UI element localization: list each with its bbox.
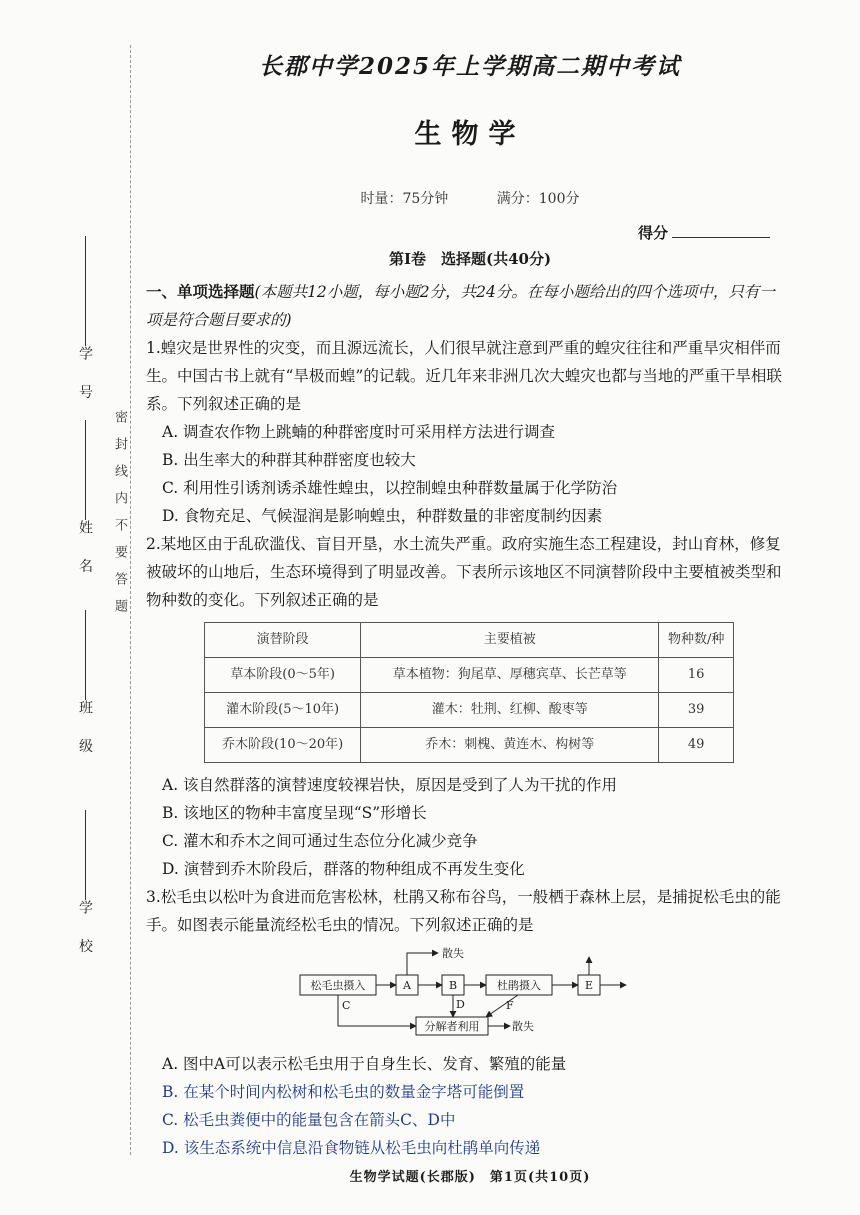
table-cell: 灌木阶段(5～10年) bbox=[205, 693, 361, 728]
question-content bbox=[146, 278, 786, 1162]
table-header-vegetation: 主要植被 bbox=[361, 623, 659, 658]
table-row bbox=[205, 728, 734, 763]
name-blank[interactable] bbox=[85, 420, 86, 520]
question-2-option-c[interactable]: C. 灌木和乔木之间可通过生态位分化减少竞争 bbox=[162, 832, 478, 850]
ingest-label: 松毛虫摄入 bbox=[310, 979, 366, 992]
e-label: E bbox=[584, 979, 594, 992]
class-label: 班 级 bbox=[77, 700, 93, 763]
loss-top-label: 散失 bbox=[442, 947, 464, 960]
question-3-option-b[interactable]: B. 在某个时间内松树和松毛虫的数量金字塔可能倒置 bbox=[162, 1083, 525, 1101]
table-cell: 灌木：牡荆、红柳、酸枣等 bbox=[361, 693, 659, 728]
decomposer-label: 分解者利用 bbox=[424, 1020, 480, 1033]
score-field[interactable] bbox=[638, 222, 770, 243]
table-row bbox=[205, 693, 734, 728]
question-1-option-d[interactable]: D. 食物充足、气候湿润是影响蝗虫，种群数量的非密度制约因素 bbox=[162, 507, 603, 525]
b-label: B bbox=[448, 979, 458, 992]
part1-instruction-text: (本题共12小题，每小题2分，共24分。在每小题给出的四个选项中，只有一项是符合题目要求的) bbox=[146, 283, 775, 329]
question-2-option-b[interactable]: B. 该地区的物种丰富度呈现“S”形增长 bbox=[162, 804, 427, 822]
table-cell: 草本植物：狗尾草、厚穗宾草、长芒草等 bbox=[361, 658, 659, 693]
question-3-option-c[interactable]: C. 松毛虫粪便中的能量包含在箭头C、D中 bbox=[162, 1111, 456, 1129]
student-id-label: 学 号 bbox=[77, 346, 93, 409]
table-cell: 草本阶段(0～5年) bbox=[205, 658, 361, 693]
subject-title: 生物学 bbox=[414, 119, 526, 150]
part1-heading: 一、单项选择题 bbox=[146, 282, 255, 301]
part1-instruction bbox=[146, 278, 786, 334]
school-label: 学 校 bbox=[77, 900, 93, 963]
question-3-option-a[interactable]: A. 图中A可以表示松毛虫用于自身生长、发育、繁殖的能量 bbox=[162, 1055, 567, 1073]
exam-title: 长郡中学2025年上学期高二期中考试 bbox=[258, 53, 681, 80]
table-header-row bbox=[205, 623, 734, 658]
student-id-field[interactable] bbox=[70, 236, 100, 408]
table-cell: 49 bbox=[659, 728, 734, 763]
question-1-option-b[interactable]: B. 出生率大的种群其种群密度也较大 bbox=[162, 451, 416, 469]
class-field[interactable] bbox=[70, 610, 100, 762]
cuckoo-label: 杜鹃摄入 bbox=[497, 979, 541, 992]
name-field[interactable] bbox=[70, 420, 100, 582]
question-3-option-d[interactable]: D. 该生态系统中信息沿食物链从松毛虫向杜鹃单向传递 bbox=[162, 1139, 541, 1157]
score-label: 得分 bbox=[638, 224, 669, 242]
table-row bbox=[205, 658, 734, 693]
exam-meta bbox=[150, 188, 790, 208]
table-header-species: 物种数/种 bbox=[659, 623, 734, 658]
question-1-option-a[interactable]: A. 调查农作物上跳蝻的种群密度时可采用样方法进行调查 bbox=[162, 423, 556, 441]
c-label: C bbox=[342, 999, 351, 1012]
table-cell: 16 bbox=[659, 658, 734, 693]
table-header-stage: 演替阶段 bbox=[205, 623, 361, 658]
seal-line-warning: 密封线内不要答题 bbox=[112, 410, 127, 626]
student-id-blank[interactable] bbox=[85, 236, 86, 346]
a-label: A bbox=[403, 979, 411, 992]
question-2-option-a[interactable]: A. 该自然群落的演替速度较裸岩快，原因是受到了人为干扰的作用 bbox=[162, 776, 618, 794]
energy-flow-diagram bbox=[298, 945, 638, 1037]
question-2-stem: 2.某地区由于乱砍滥伐、盲目开垦，水土流失严重。政府实施生态工程建设，封山育林，修复被破坏的山地后，生态环境得到了明显改善。下表所示该地区不同演替阶段中主要植被类型和物种数的变化。下列叙述正确的是 bbox=[146, 535, 782, 609]
d-label: D bbox=[456, 998, 465, 1011]
name-label: 姓 名 bbox=[77, 520, 93, 583]
time-limit: 时量：75分钟 bbox=[360, 191, 449, 207]
table-cell: 乔木：刺槐、黄连木、构树等 bbox=[361, 728, 659, 763]
loss-bottom-label: 散失 bbox=[512, 1020, 534, 1033]
section-title: 第Ⅰ卷 选择题(共40分) bbox=[388, 250, 552, 268]
class-blank[interactable] bbox=[85, 610, 86, 700]
question-1-stem: 1.蝗灾是世界性的灾变，而且源远流长，人们很早就注意到严重的蝗灾往往和严重旱灾相伴而生。中国古书上就有“旱极而蝗”的记载。近几年来非洲几次大蝗灾也都与当地的严重干旱相联系。下列叙述正确的是 bbox=[146, 339, 782, 413]
full-score: 满分：100分 bbox=[496, 191, 580, 207]
page-footer: 生物学试题(长郡版) 第1页(共10页) bbox=[349, 1170, 591, 1185]
school-field[interactable] bbox=[70, 810, 100, 962]
succession-table bbox=[204, 622, 734, 763]
binding-margin-line bbox=[130, 45, 131, 1155]
question-2-option-d[interactable]: D. 演替到乔木阶段后，群落的物种组成不再发生变化 bbox=[162, 860, 525, 878]
table-cell: 乔木阶段(10～20年) bbox=[205, 728, 361, 763]
question-3-stem: 3.松毛虫以松叶为食进而危害松林，杜鹃又称布谷鸟，一般栖于森林上层，是捕捉松毛虫的能手。如图表示能量流经松毛虫的情况。下列叙述正确的是 bbox=[146, 888, 781, 934]
score-blank[interactable] bbox=[672, 223, 770, 238]
table-cell: 39 bbox=[659, 693, 734, 728]
f-label: F bbox=[506, 999, 514, 1012]
school-blank[interactable] bbox=[85, 810, 86, 900]
question-1-option-c[interactable]: C. 利用性引诱剂诱杀雄性蝗虫，以控制蝗虫种群数量属于化学防治 bbox=[162, 479, 618, 497]
